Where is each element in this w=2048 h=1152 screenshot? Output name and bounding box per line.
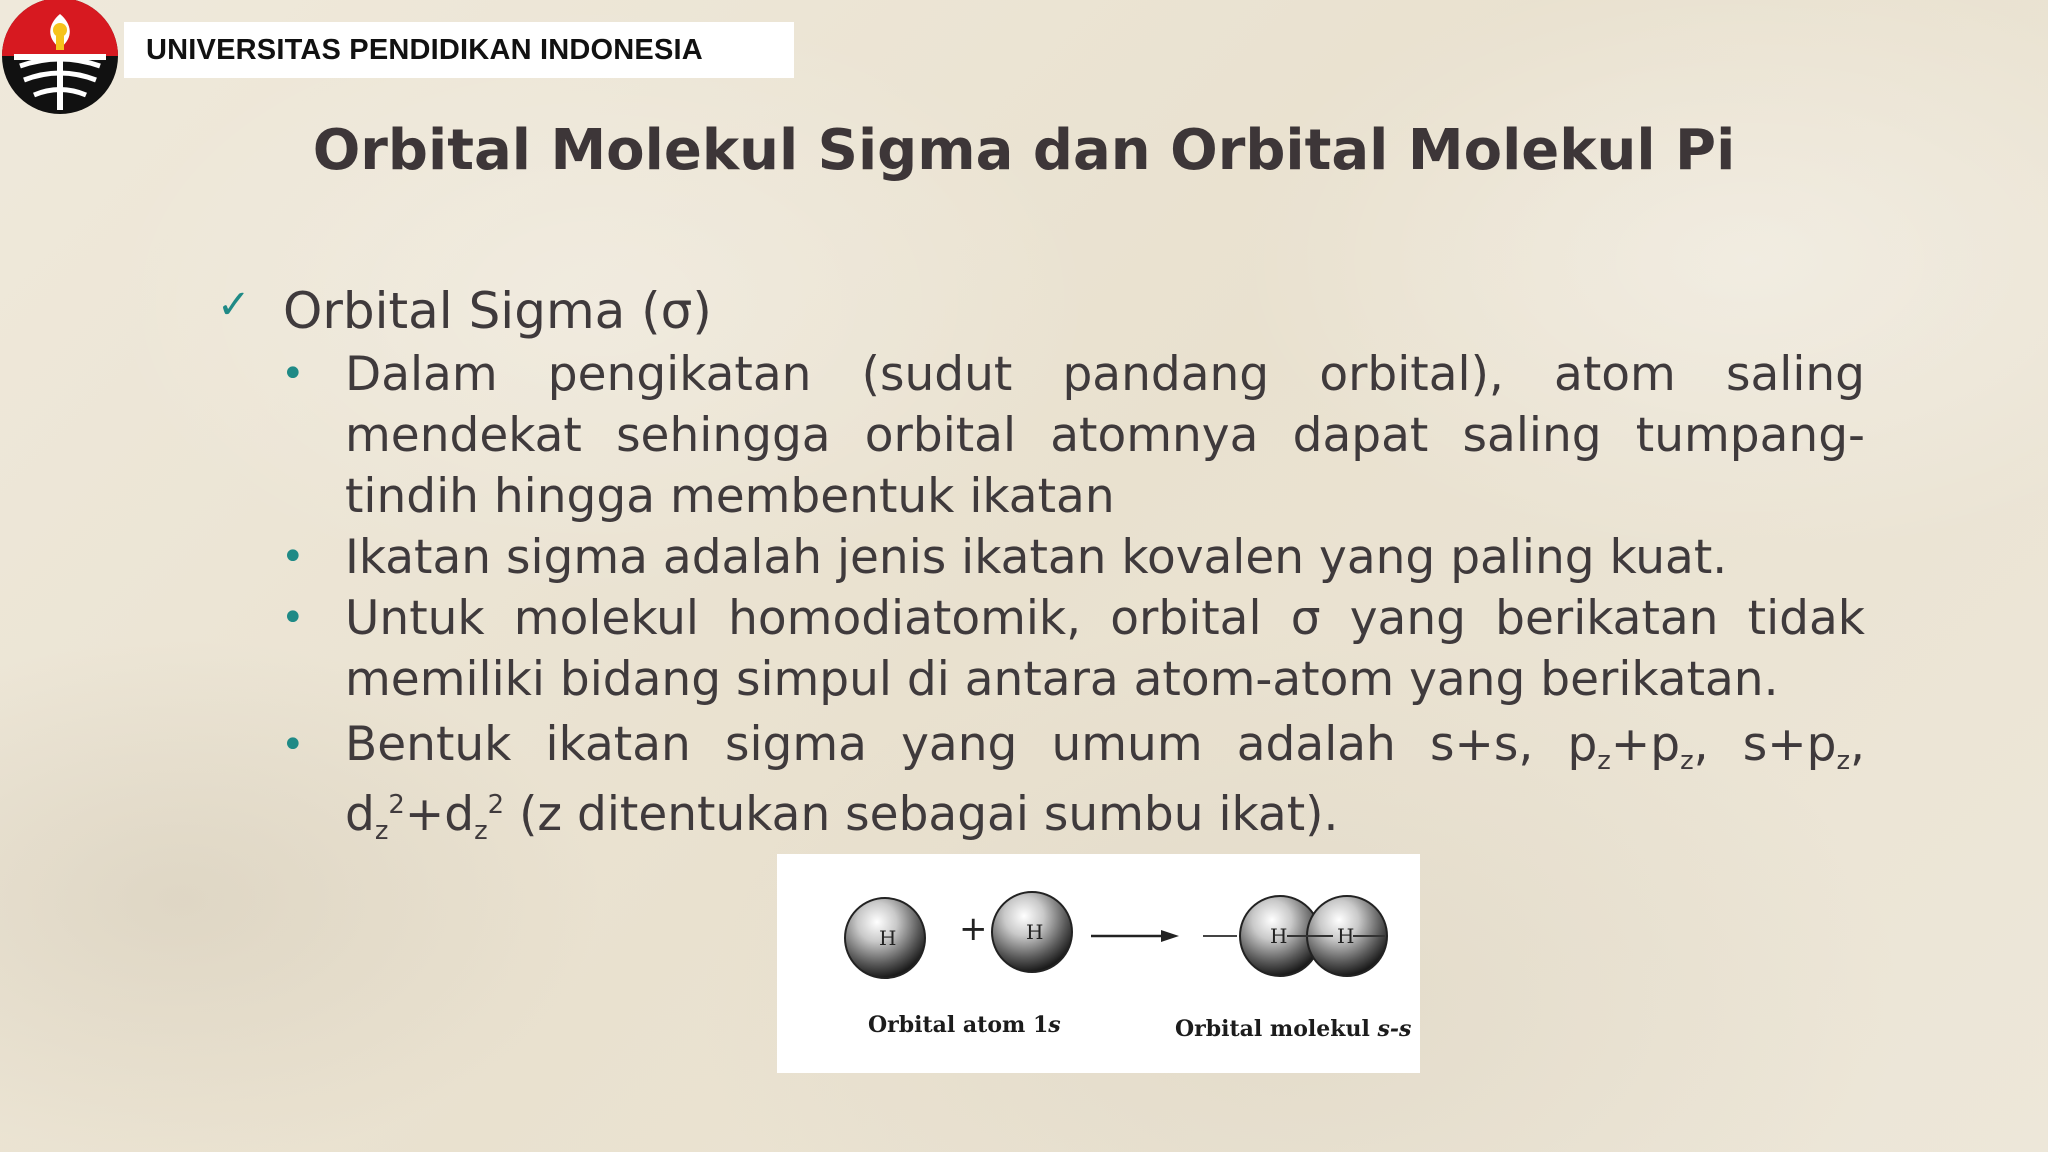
atom-label: H bbox=[879, 926, 897, 950]
h-atom-1 bbox=[845, 898, 925, 978]
slide-title: Orbital Molekul Sigma dan Orbital Molekul Pi bbox=[312, 118, 1736, 183]
atom-label: H bbox=[1026, 920, 1044, 944]
bullet-text: Untuk molekul homodiatomik, orbital σ yang berikatan tidak memiliki bidang simpul di antara atom-atom yang berikatan. bbox=[345, 591, 1865, 707]
h2-molecule bbox=[1203, 896, 1387, 976]
university-banner bbox=[124, 22, 794, 78]
bullet-text: Bentuk ikatan sigma yang umum adalah s+s, $p_z+p_z$, $s+p_z$, $d_z^2+d_z^2$ (z ditentukan sebagai sumbu ikat). bbox=[345, 717, 1865, 847]
arrow-icon bbox=[1091, 930, 1179, 942]
bullet-list bbox=[215, 344, 1865, 850]
bullet-text: Ikatan sigma adalah jenis ikatan kovalen yang paling kuat. bbox=[345, 530, 1728, 585]
h-atom-2 bbox=[992, 892, 1072, 972]
content bbox=[215, 278, 1865, 850]
list-item bbox=[281, 710, 1865, 850]
bullet-dot-icon: • bbox=[281, 351, 305, 397]
plus-sign: + bbox=[959, 909, 988, 949]
bullet-dot-icon: • bbox=[281, 595, 305, 641]
bullet-dot-icon: • bbox=[281, 722, 305, 768]
atom-label: H bbox=[1270, 924, 1288, 948]
checkmark-icon: ✓ bbox=[217, 282, 251, 328]
section-heading bbox=[215, 278, 1865, 344]
sigma-bond-diagram bbox=[777, 854, 1420, 1073]
upi-logo-icon bbox=[0, 0, 124, 118]
bullet-dot-icon: • bbox=[281, 534, 305, 580]
caption-atomic-orbital: Orbital atom 1s bbox=[868, 1012, 1061, 1038]
list-item bbox=[281, 527, 1865, 588]
list-item bbox=[281, 588, 1865, 710]
caption-molecular-orbital: Orbital molekul s-s bbox=[1175, 1016, 1412, 1042]
university-name: UNIVERSITAS PENDIDIKAN INDONESIA bbox=[146, 33, 703, 66]
list-item bbox=[281, 344, 1865, 527]
section-heading-text: Orbital Sigma (σ) bbox=[283, 282, 712, 340]
atom-label: H bbox=[1337, 924, 1355, 948]
bullet-text: Dalam pengikatan (sudut pandang orbital), atom saling mendekat sehingga orbital atomnya dapat saling tumpang-tindih hingga membentuk ikatan bbox=[345, 347, 1865, 524]
